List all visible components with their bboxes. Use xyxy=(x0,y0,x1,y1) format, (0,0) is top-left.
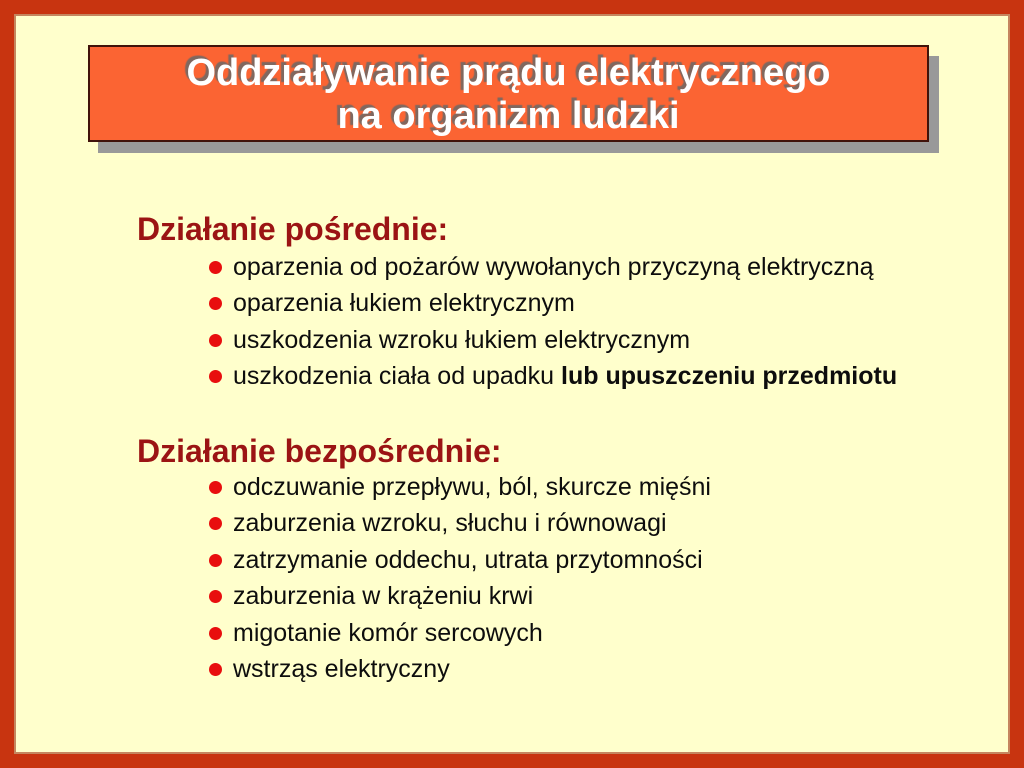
bullet-text: zaburzenia wzroku, słuchu i równowagi xyxy=(233,509,667,538)
bullet-icon xyxy=(209,627,222,640)
list-item xyxy=(209,249,897,286)
bullet-text: uszkodzenia ciała od upadku xyxy=(233,362,562,391)
title-banner xyxy=(88,45,929,142)
bullet-icon xyxy=(209,370,222,383)
bullet-text: wstrząs elektryczny xyxy=(233,655,450,684)
bullet-icon xyxy=(209,481,222,494)
list-item xyxy=(209,579,711,616)
bullet-icon xyxy=(209,663,222,676)
title-line-2: na organizm ludzki xyxy=(337,95,680,137)
section-heading-direct: Działanie bezpośrednie: xyxy=(137,433,502,469)
bullet-list-indirect xyxy=(209,249,897,395)
bullet-text: oparzenia łukiem elektrycznym xyxy=(233,289,575,318)
bullet-icon xyxy=(209,517,222,530)
list-item xyxy=(209,506,711,543)
list-item xyxy=(209,652,711,689)
bullet-text: zaburzenia w krążeniu krwi xyxy=(233,582,534,611)
list-item xyxy=(209,359,897,396)
bullet-list-direct xyxy=(209,469,711,688)
list-item xyxy=(209,469,711,506)
bullet-icon xyxy=(209,590,222,603)
bullet-icon xyxy=(209,334,222,347)
bullet-icon xyxy=(209,554,222,567)
bullet-text-bold: lub upuszczeniu przedmiotu xyxy=(561,362,898,391)
bullet-text: zatrzymanie oddechu, utrata przytomności xyxy=(233,545,703,574)
bullet-text: oparzenia od pożarów wywołanych przyczyną elektryczną xyxy=(233,252,874,281)
bullet-icon xyxy=(209,261,222,274)
bullet-text: uszkodzenia wzroku łukiem elektrycznym xyxy=(233,325,691,354)
bullet-text: odczuwanie przepływu, ból, skurcze mięśni xyxy=(233,472,711,501)
list-item xyxy=(209,542,711,579)
list-item xyxy=(209,322,897,359)
title-line-1: Oddziaływanie prądu elektrycznego xyxy=(186,52,831,94)
list-item xyxy=(209,615,711,652)
section-heading-indirect: Działanie pośrednie: xyxy=(137,211,449,247)
bullet-icon xyxy=(209,297,222,310)
list-item xyxy=(209,286,897,323)
bullet-text: migotanie komór sercowych xyxy=(233,618,543,647)
